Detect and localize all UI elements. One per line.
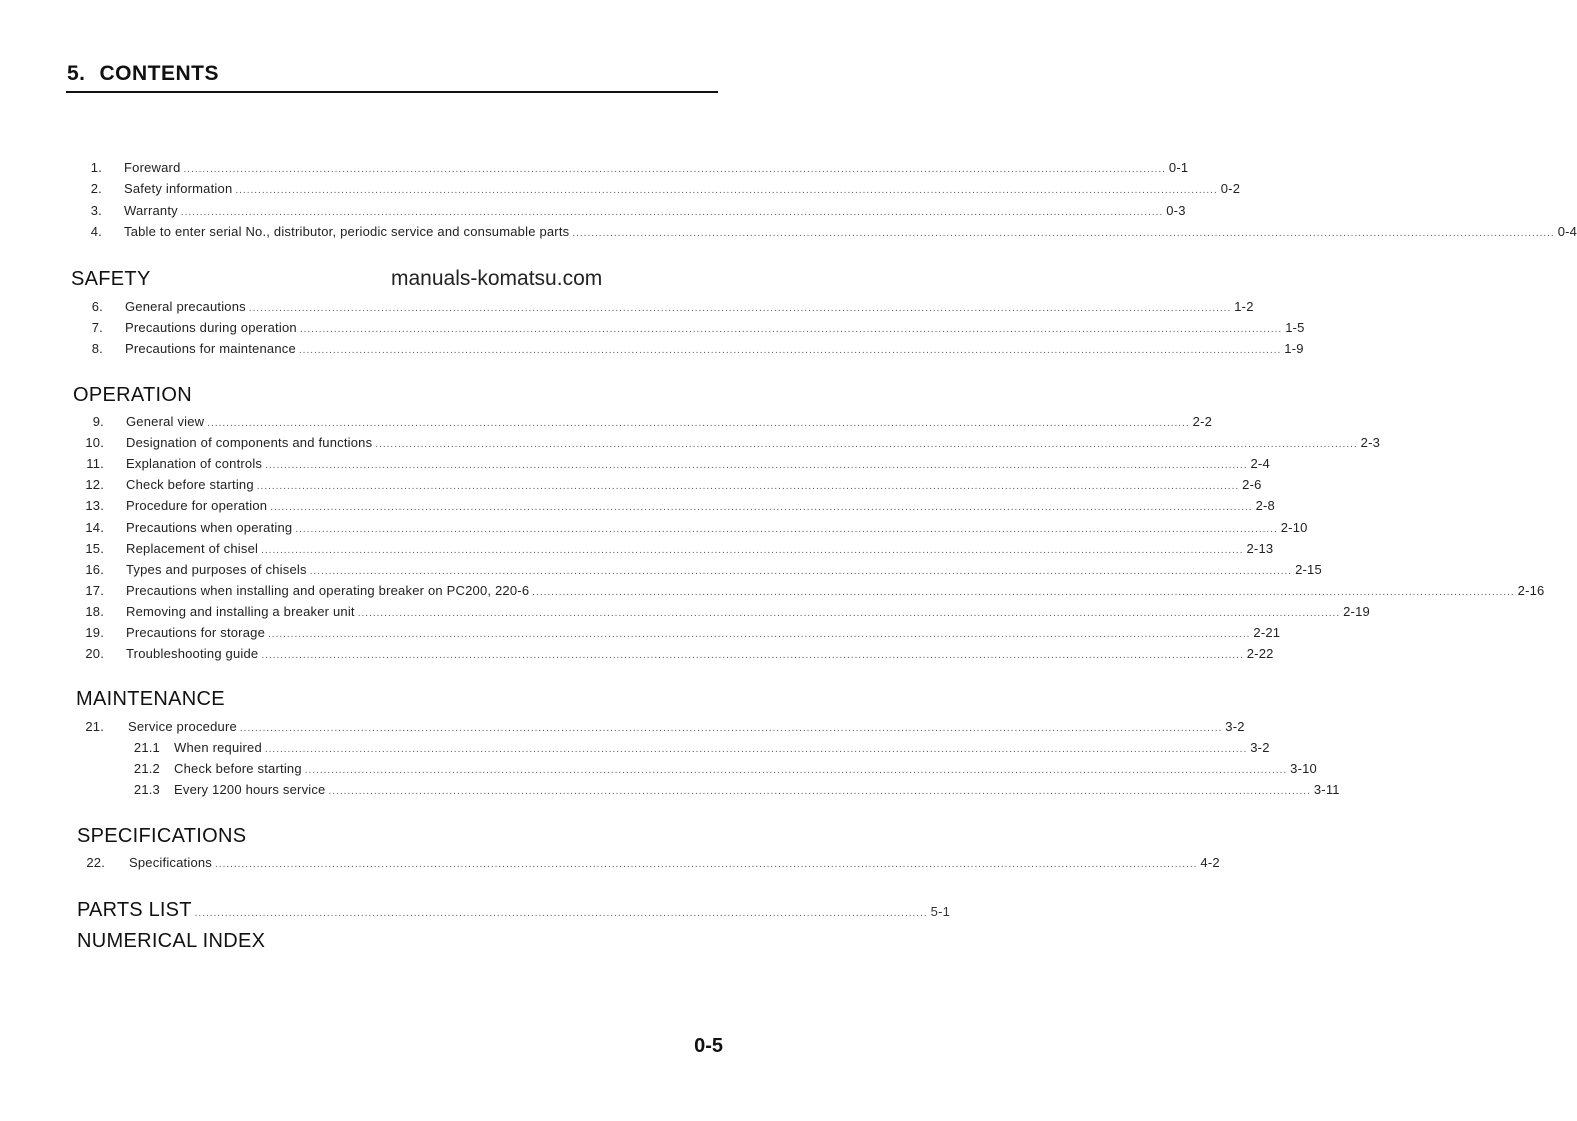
toc-entry-number: 2. <box>90 181 102 197</box>
toc-entry-page: 1-2 <box>1234 299 1254 314</box>
toc-entry-number: 22. <box>86 855 105 870</box>
toc-entry-number: 12. <box>85 477 104 493</box>
toc-entry-page: 4-2 <box>1200 855 1220 870</box>
toc-entry[interactable] <box>70 582 1545 601</box>
dot-leader: .................................................................................................................................................................................................................................................................... <box>298 345 1282 356</box>
toc-entry-number: 10. <box>85 435 104 451</box>
dot-leader: .................................................................................................................................................................................................................................................................... <box>309 565 1293 577</box>
dot-leader: .................................................................................................................................................................................................................................................................... <box>270 502 1253 514</box>
toc-entry-number: 14. <box>85 519 104 535</box>
page-number: 0-5 <box>694 1035 723 1057</box>
section-heading-safety: SAFETY <box>71 268 151 290</box>
toc-entry-number: 11. <box>86 456 104 472</box>
toc-entry-number: 21. <box>85 719 104 734</box>
toc-entry-title: General view <box>126 414 205 429</box>
toc-entry-page: 2-2 <box>1192 414 1213 429</box>
toc-entry-page: 3-2 <box>1250 740 1270 755</box>
toc-entry[interactable] <box>70 414 1213 432</box>
toc-entry-page: 1-5 <box>1285 320 1305 335</box>
toc-entry-title: General precautions <box>125 299 246 314</box>
toc-entry-page: 2-8 <box>1255 498 1275 514</box>
section-heading-operation: OPERATION <box>73 384 193 406</box>
dot-leader: .................................................................................................................................................................................................................................................................... <box>328 786 1311 797</box>
section-number: 5. <box>67 62 86 85</box>
toc-entry-page: 0-1 <box>1168 160 1189 175</box>
toc-entry[interactable] <box>70 519 1308 538</box>
toc-entry-page: 2-13 <box>1246 540 1274 556</box>
toc-entry-title: Precautions for maintenance <box>125 341 296 356</box>
toc-entry-number: 17. <box>85 582 104 598</box>
toc-entry-page: 3-11 <box>1313 782 1340 797</box>
toc-entry-number: 21.3 <box>133 782 160 797</box>
toc-entry[interactable] <box>70 299 1254 317</box>
toc-entry-number: 20. <box>85 646 104 662</box>
toc-entry-number: 13. <box>85 498 104 514</box>
toc-entry-title: Procedure for operation <box>126 498 268 514</box>
dot-leader: .................................................................................................................................................................................................................................................................... <box>268 629 1251 640</box>
title-rule <box>66 91 718 93</box>
dot-leader: .................................................................................................................................................................................................................................................................... <box>375 439 1358 451</box>
toc-entry[interactable] <box>70 603 1370 622</box>
toc-entry[interactable] <box>70 561 1322 580</box>
toc-entry-page: 1-9 <box>1284 341 1304 356</box>
toc-entry-title: Precautions during operation <box>125 320 297 335</box>
dot-leader: .................................................................................................................................................................................................................................................................... <box>207 418 1190 429</box>
toc-entry-title: Check before starting <box>126 477 254 493</box>
page-title <box>67 62 219 86</box>
dot-leader: .................................................................................................................................................................................................................................................................... <box>304 765 1288 776</box>
toc-entry-number: 15. <box>85 540 104 556</box>
toc-entry-page: 0-2 <box>1220 181 1241 197</box>
toc-entry-number: 3. <box>90 202 102 218</box>
toc-entry-title: Table to enter serial No., distributor, periodic service and consumable parts <box>124 223 570 239</box>
toc-entry-title: Foreward <box>124 160 181 175</box>
toc-entry-title: Removing and installing a breaker unit <box>126 603 355 619</box>
toc-entry-page: 2-4 <box>1250 456 1270 472</box>
toc-entry[interactable] <box>70 320 1305 338</box>
toc-entry-title: Warranty <box>124 202 178 218</box>
dot-leader: .................................................................................................................................................................................................................................................................... <box>256 481 1240 493</box>
toc-entry[interactable] <box>70 202 1186 221</box>
toc-entry-page: 2-15 <box>1295 561 1322 577</box>
parts-list-entry[interactable] <box>77 899 951 923</box>
toc-entry-title: Every 1200 hours service <box>174 782 326 797</box>
watermark: manuals-komatsu.com <box>391 267 603 290</box>
dot-leader: .................................................................................................................................................................................................................................................................... <box>265 460 1248 472</box>
toc-entry-number: 4. <box>90 223 102 239</box>
toc-entry[interactable] <box>70 341 1304 359</box>
toc-entry-title: Precautions when operating <box>126 519 293 535</box>
dot-leader: .................................................................................................................................................................................................................................................................... <box>235 185 1218 197</box>
toc-entry-page: 0-3 <box>1166 202 1186 218</box>
toc-entry-title: Precautions for storage <box>126 625 266 640</box>
toc-entry-number: 6. <box>91 299 103 314</box>
dot-leader: .................................................................................................................................................................................................. <box>194 908 928 919</box>
toc-entry-number: 18. <box>85 603 104 619</box>
dot-leader: .................................................................................................................................................................................................................................................................... <box>299 324 1283 335</box>
toc-entry[interactable] <box>70 223 1577 242</box>
dot-leader: .................................................................................................................................................................................................................................................................... <box>261 650 1244 662</box>
toc-entry-page: 2-10 <box>1280 519 1308 535</box>
toc-entry-number: 8. <box>91 341 103 356</box>
toc-entry[interactable] <box>70 498 1275 516</box>
toc-entry[interactable] <box>70 540 1274 559</box>
toc-entry-number: 7. <box>91 320 103 335</box>
section-title: CONTENTS <box>99 62 220 85</box>
toc-entry-title: Types and purposes of chisels <box>126 561 307 577</box>
toc-entry-page: 0-4 <box>1557 223 1577 239</box>
toc-entry[interactable] <box>70 456 1270 474</box>
toc-entry-title: Check before starting <box>174 761 302 776</box>
toc-entry[interactable] <box>70 181 1241 199</box>
toc-entry[interactable] <box>70 646 1274 664</box>
toc-entry-title: Troubleshooting guide <box>126 646 259 662</box>
toc-entry-number: 1. <box>90 160 102 175</box>
dot-leader: .................................................................................................................................................................................................................................................................... <box>180 206 1164 218</box>
toc-entry-title: Specifications <box>129 855 213 870</box>
parts-list-title: PARTS LIST <box>77 899 192 921</box>
toc-entry[interactable] <box>70 855 1220 873</box>
numerical-index-entry[interactable]: NUMERICAL INDEX <box>77 930 266 952</box>
toc-entry-number: 19. <box>85 625 104 640</box>
dot-leader: .................................................................................................................................................................................................................................................................... <box>215 859 1198 870</box>
toc-entry-page: 3-2 <box>1225 719 1245 734</box>
toc-entry-title: Safety information <box>124 181 233 197</box>
toc-entry-page: 2-16 <box>1517 582 1545 598</box>
toc-entry-page: 2-21 <box>1253 625 1281 640</box>
toc-entry[interactable] <box>120 782 1340 800</box>
toc-entry[interactable] <box>70 625 1281 643</box>
toc-entry-number: 9. <box>92 414 104 429</box>
dot-leader: .................................................................................................................................................................................................................................................................... <box>183 164 1166 175</box>
toc-entry-page: 2-6 <box>1242 477 1262 493</box>
toc-entry[interactable] <box>120 740 1270 758</box>
dot-leader: .................................................................................................................................................................................................................................................................... <box>357 607 1341 619</box>
dot-leader: .................................................................................................................................................................................................................................................................... <box>532 586 1515 598</box>
toc-entry-number: 21.1 <box>133 740 160 755</box>
parts-list-page: 5-1 <box>930 904 951 919</box>
dot-leader: .................................................................................................................................................................................................................................................................... <box>295 523 1278 535</box>
toc-entry[interactable] <box>70 477 1262 495</box>
toc-entry-title: Replacement of chisel <box>126 540 259 556</box>
dot-leader: .................................................................................................................................................................................................................................................................... <box>248 303 1232 314</box>
dot-leader: .................................................................................................................................................................................................................................................................... <box>264 744 1248 755</box>
toc-entry-number: 21.2 <box>133 761 160 776</box>
toc-entry-number: 16. <box>85 561 104 577</box>
toc-entry[interactable] <box>120 761 1317 779</box>
section-heading-maintenance: MAINTENANCE <box>76 688 225 710</box>
toc-entry[interactable] <box>70 719 1245 737</box>
dot-leader: .................................................................................................................................................................................................................................................................... <box>239 723 1223 734</box>
section-heading-specifications: SPECIFICATIONS <box>77 825 247 847</box>
dot-leader: .................................................................................................................................................................................................................................................................... <box>261 544 1244 556</box>
toc-entry-page: 2-19 <box>1343 603 1370 619</box>
toc-entry-page: 3-10 <box>1290 761 1317 776</box>
toc-entry-page: 2-3 <box>1360 435 1381 451</box>
toc-entry-title: Service procedure <box>128 719 237 734</box>
toc-entry-title: Precautions when installing and operating breaker on PC200, 220-6 <box>126 582 530 598</box>
toc-entry-title: Designation of components and functions <box>126 435 373 451</box>
toc-entry-page: 2-22 <box>1246 646 1274 662</box>
toc-entry-title: When required <box>174 740 262 755</box>
toc-entry[interactable] <box>70 435 1381 453</box>
toc-entry[interactable] <box>70 160 1189 178</box>
dot-leader: .................................................................................................................................................................................................................................................................... <box>572 227 1555 239</box>
toc-entry-title: Explanation of controls <box>126 456 263 472</box>
